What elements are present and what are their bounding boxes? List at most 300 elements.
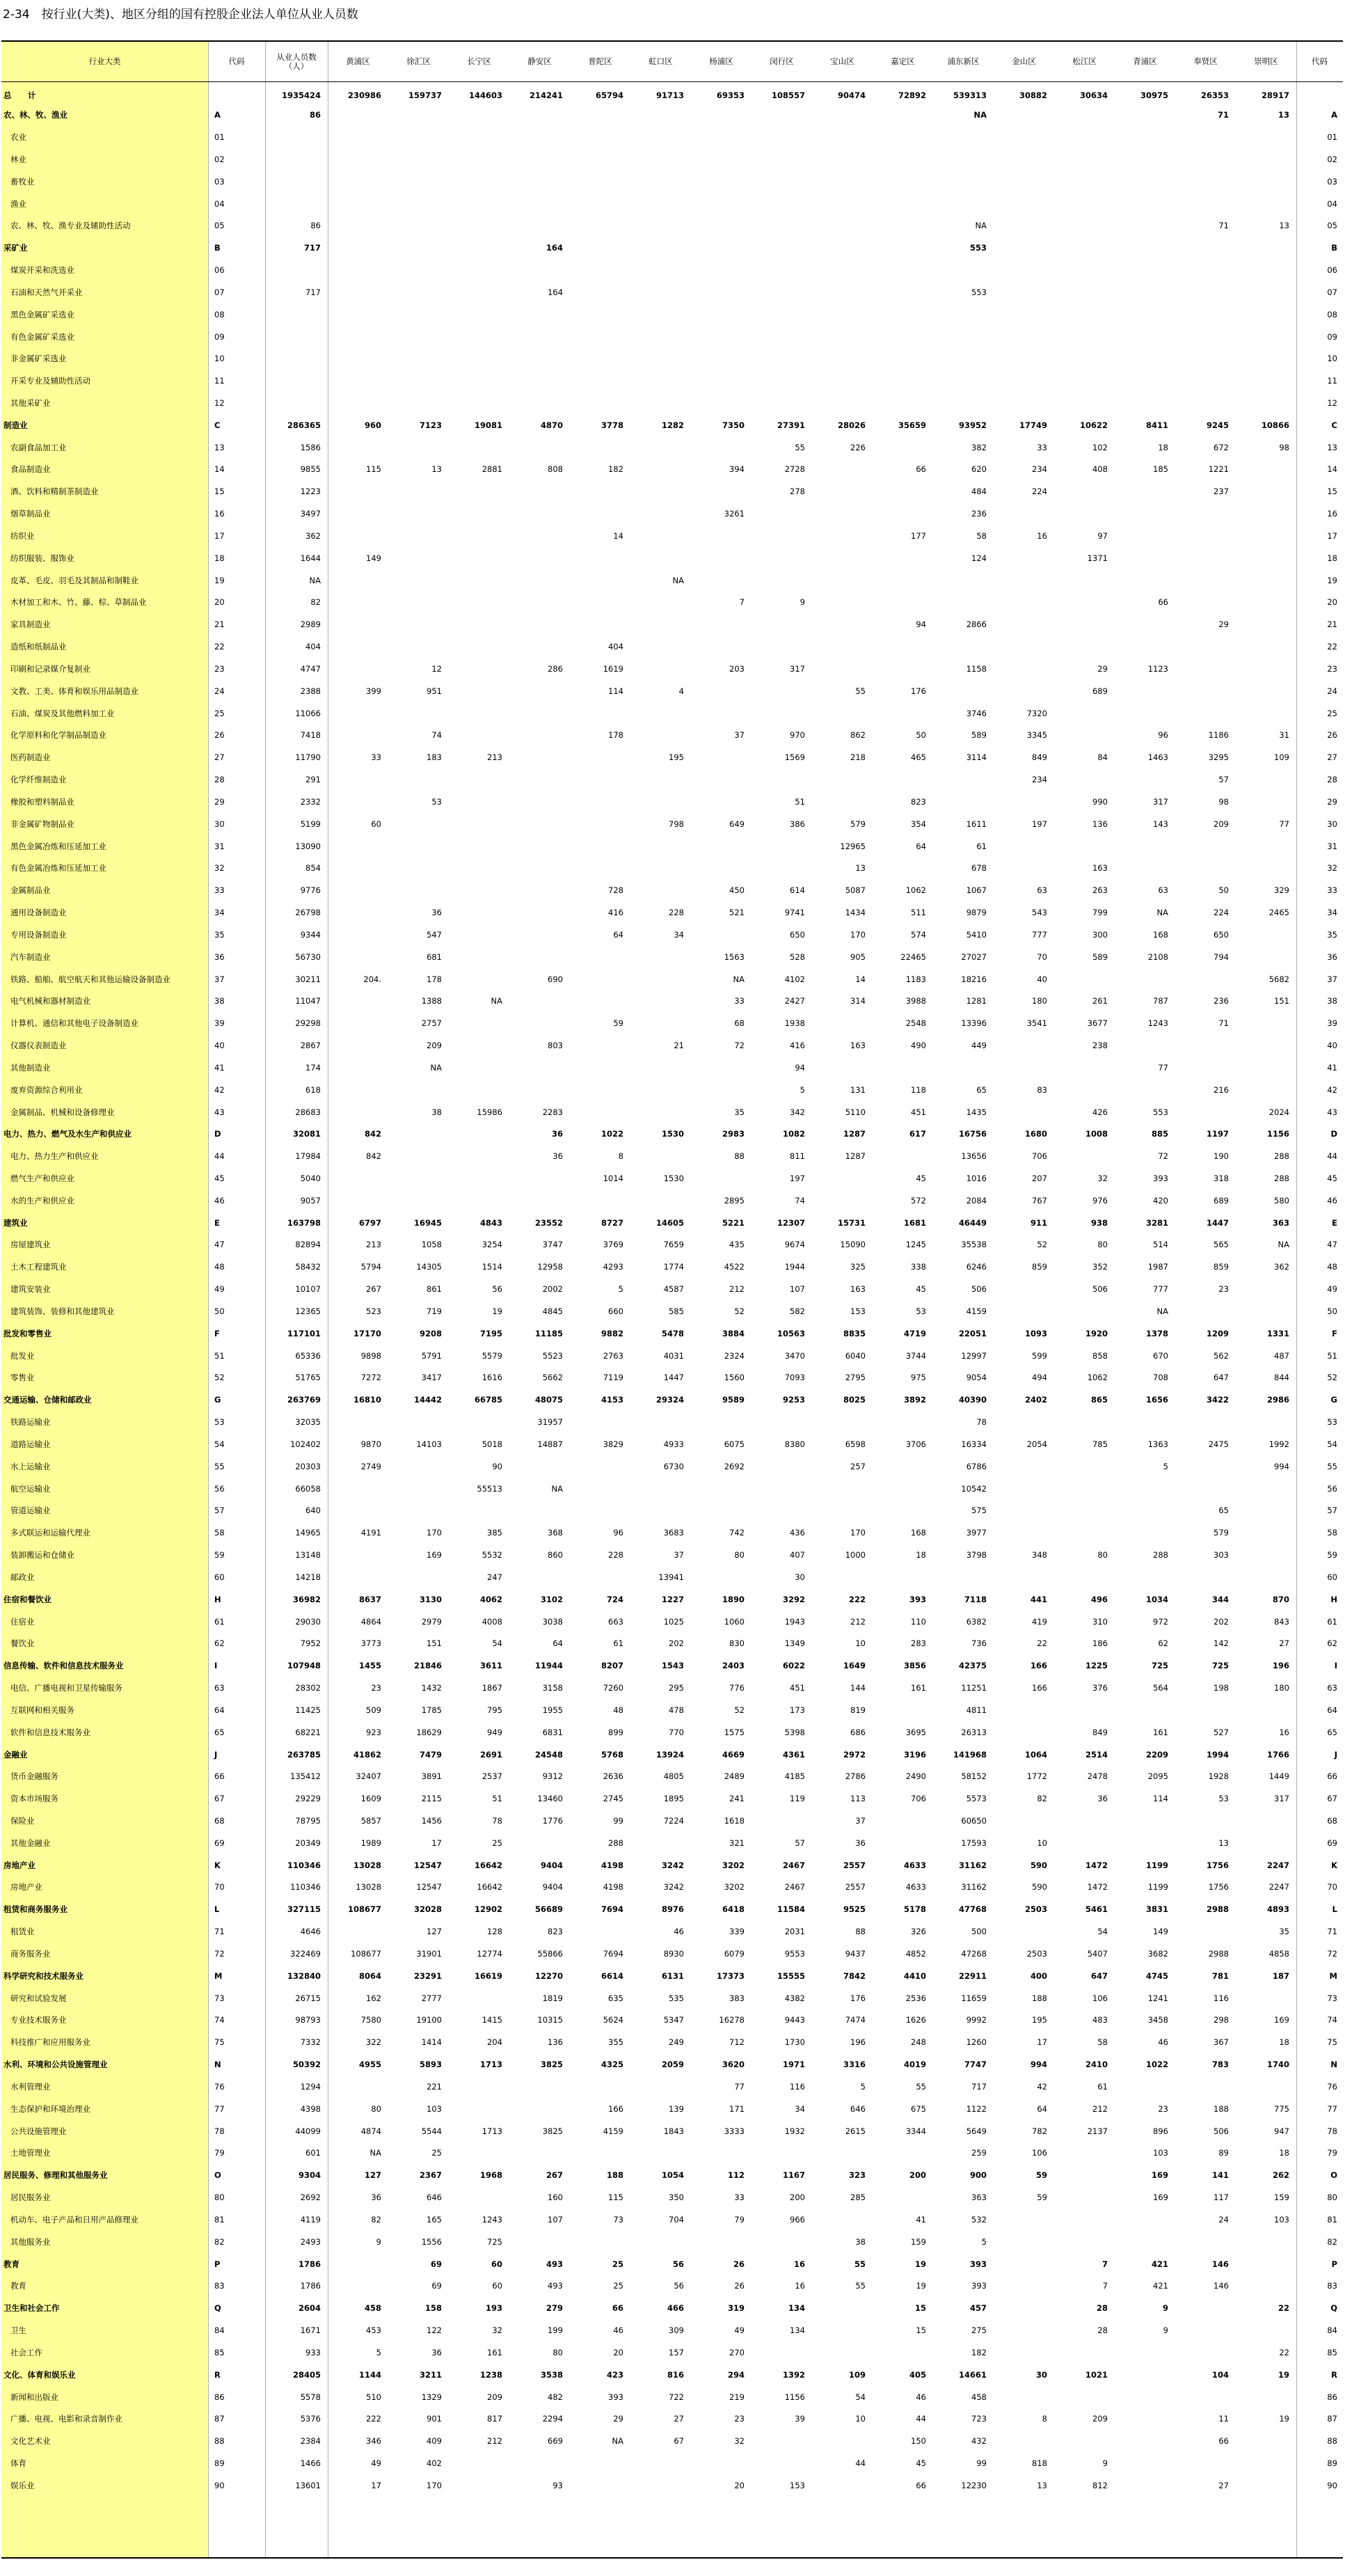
district-value bbox=[570, 281, 630, 303]
industry-name: 农、林、牧、渔业 bbox=[3, 110, 67, 120]
industry-code-right: 29 bbox=[1327, 796, 1337, 807]
district-value: 236 bbox=[1213, 996, 1229, 1006]
district-value bbox=[994, 592, 1054, 614]
district-value: 32 bbox=[1097, 1173, 1108, 1183]
district-value bbox=[509, 2142, 570, 2165]
district-value bbox=[570, 613, 630, 635]
district-value bbox=[570, 791, 630, 813]
district-value bbox=[1054, 569, 1115, 592]
district-value: 230986 bbox=[347, 90, 381, 100]
district-value bbox=[1175, 635, 1236, 658]
district-value: 263 bbox=[1092, 885, 1108, 896]
district-value: 16756 bbox=[958, 1129, 987, 1139]
district-value: 46 bbox=[674, 1927, 684, 1937]
district-value: 80 bbox=[1097, 1240, 1108, 1250]
total-value: 2867 bbox=[300, 1041, 321, 1051]
district-value bbox=[1054, 370, 1115, 392]
district-value bbox=[449, 104, 509, 126]
district-value: 27 bbox=[1279, 1638, 1289, 1649]
district-value: 33 bbox=[371, 752, 381, 763]
district-value bbox=[873, 1699, 933, 1721]
district-value: 1819 bbox=[542, 1993, 563, 2003]
industry-code: 63 bbox=[214, 1683, 225, 1693]
district-value bbox=[328, 946, 388, 968]
district-value bbox=[873, 347, 933, 370]
district-value bbox=[1175, 237, 1236, 259]
industry-code-right: 86 bbox=[1327, 2392, 1337, 2402]
total-value: 327115 bbox=[287, 1904, 321, 1915]
district-value bbox=[328, 1544, 388, 1566]
district-value: 193 bbox=[485, 2303, 502, 2314]
district-value: 257 bbox=[850, 1461, 866, 1471]
district-value: 3202 bbox=[722, 1860, 745, 1870]
district-value: 9741 bbox=[784, 908, 805, 918]
table-row bbox=[1, 813, 1343, 835]
total-value: 5199 bbox=[300, 819, 321, 829]
district-value: 8930 bbox=[663, 1948, 684, 1959]
district-value bbox=[1236, 1300, 1296, 1322]
district-value bbox=[449, 480, 509, 503]
district-value bbox=[994, 1411, 1054, 1433]
district-value: 183 bbox=[427, 752, 442, 763]
district-value: 2986 bbox=[1266, 1395, 1289, 1405]
district-value bbox=[1175, 1810, 1236, 1832]
district-value bbox=[1115, 2341, 1175, 2364]
district-value: 1349 bbox=[784, 1638, 805, 1649]
district-value bbox=[1175, 547, 1236, 569]
district-value bbox=[1236, 326, 1296, 348]
district-value bbox=[509, 547, 570, 569]
district-value: 7580 bbox=[360, 2015, 381, 2025]
district-value bbox=[328, 171, 388, 193]
industry-code: 76 bbox=[214, 2081, 225, 2092]
district-value bbox=[873, 702, 933, 725]
table-row bbox=[1, 214, 1343, 237]
district-value bbox=[812, 1057, 873, 1079]
district-value: 1392 bbox=[782, 2369, 805, 2380]
district-value bbox=[994, 2275, 1054, 2297]
district-value bbox=[449, 835, 509, 858]
industry-name: 保险业 bbox=[10, 1816, 35, 1826]
industry-code: 31 bbox=[214, 841, 225, 851]
total-value: 51765 bbox=[295, 1373, 321, 1383]
district-value: 6246 bbox=[966, 1262, 987, 1272]
district-value: 1054 bbox=[661, 2170, 684, 2181]
district-value bbox=[328, 592, 388, 614]
industry-code: 87 bbox=[214, 2414, 225, 2424]
district-value bbox=[1236, 702, 1296, 725]
industry-name: 软件和信息技术服务业 bbox=[10, 1727, 90, 1737]
district-value: 66 bbox=[1218, 2436, 1229, 2447]
district-value bbox=[1175, 658, 1236, 680]
district-value: 803 bbox=[548, 1041, 563, 1051]
industry-name: 仪器仪表制造业 bbox=[10, 1041, 67, 1051]
industry-name: 食品制造业 bbox=[10, 464, 51, 475]
district-value: 55866 bbox=[537, 1948, 563, 1959]
district-value: 209 bbox=[1092, 2414, 1108, 2424]
district-value bbox=[691, 326, 751, 348]
industry-code-right: 28 bbox=[1327, 775, 1337, 785]
district-value bbox=[1115, 1699, 1175, 1721]
district-value: 5461 bbox=[1085, 1904, 1108, 1915]
district-value: 170 bbox=[850, 929, 866, 940]
total-value bbox=[265, 126, 328, 148]
district-value bbox=[570, 1478, 630, 1500]
district-value bbox=[388, 768, 449, 791]
district-value: 776 bbox=[729, 1683, 745, 1693]
district-value bbox=[630, 503, 691, 525]
industry-code-right: I bbox=[1334, 1661, 1337, 1671]
industry-name: 燃气生产和供应业 bbox=[10, 1173, 74, 1183]
district-value: 106 bbox=[1092, 1993, 1108, 2003]
table-row bbox=[1, 1256, 1343, 1278]
district-value bbox=[751, 104, 812, 126]
district-value: 9 bbox=[1102, 2458, 1108, 2469]
industry-code-right: 60 bbox=[1327, 1572, 1337, 1582]
district-value bbox=[1115, 370, 1175, 392]
table-row bbox=[1, 392, 1343, 414]
district-value bbox=[1175, 2319, 1236, 2341]
district-value: 238 bbox=[1092, 1041, 1108, 1051]
industry-code: 36 bbox=[214, 951, 225, 962]
district-value: 35 bbox=[1279, 1927, 1289, 1937]
total-value: 66058 bbox=[295, 1483, 321, 1494]
district-value: NA bbox=[1278, 1240, 1289, 1250]
district-value: 620 bbox=[971, 464, 987, 475]
industry-code-right bbox=[1296, 82, 1343, 104]
district-value: 15731 bbox=[837, 1217, 866, 1228]
table-row bbox=[1, 237, 1343, 259]
district-value bbox=[509, 193, 570, 215]
total-value: 174 bbox=[305, 1062, 321, 1073]
district-value: 53 bbox=[916, 1306, 926, 1316]
district-value: 310 bbox=[1092, 1616, 1108, 1627]
industry-code-right: 36 bbox=[1327, 951, 1337, 962]
district-value: 3769 bbox=[603, 1240, 623, 1250]
industry-name: 电气机械和器材制造业 bbox=[10, 996, 90, 1006]
district-value: 2095 bbox=[1147, 1771, 1168, 1782]
district-value bbox=[570, 746, 630, 768]
district-value: 1197 bbox=[1206, 1129, 1229, 1139]
district-value: 63 bbox=[1158, 885, 1168, 896]
district-value: 14 bbox=[855, 974, 866, 984]
district-value: 3281 bbox=[1145, 1217, 1168, 1228]
district-value: 3988 bbox=[905, 996, 926, 1006]
district-value: 9 bbox=[799, 597, 805, 608]
industry-code: 50 bbox=[214, 1306, 225, 1316]
district-value: NA bbox=[1156, 1306, 1168, 1316]
table-row bbox=[1, 259, 1343, 281]
district-value: 14887 bbox=[537, 1439, 563, 1449]
district-value: 69 bbox=[430, 2259, 442, 2269]
district-value bbox=[933, 193, 994, 215]
industry-code: 08 bbox=[214, 309, 225, 319]
district-value: 4669 bbox=[722, 1749, 745, 1760]
header-district: 闵行区 bbox=[751, 42, 812, 82]
total-value: 20303 bbox=[295, 1461, 321, 1471]
district-value bbox=[1054, 171, 1115, 193]
district-value: 4870 bbox=[540, 420, 563, 430]
district-value bbox=[812, 768, 873, 791]
district-value bbox=[691, 370, 751, 392]
total-value: 3497 bbox=[300, 509, 321, 519]
district-value bbox=[933, 635, 994, 658]
district-value bbox=[449, 1500, 509, 1522]
district-value: 449 bbox=[971, 1041, 987, 1051]
district-value bbox=[328, 1478, 388, 1500]
industry-code-right: 76 bbox=[1327, 2081, 1337, 2092]
district-value: 196 bbox=[850, 2037, 866, 2048]
district-value: 13396 bbox=[961, 1018, 987, 1029]
district-value: 26353 bbox=[1200, 90, 1229, 100]
district-value: 1756 bbox=[1208, 1882, 1229, 1893]
district-value: 61 bbox=[976, 841, 987, 851]
district-value bbox=[509, 104, 570, 126]
district-value bbox=[691, 259, 751, 281]
industry-code: 42 bbox=[214, 1084, 225, 1095]
district-value bbox=[570, 326, 630, 348]
district-value: 9404 bbox=[540, 1860, 563, 1870]
district-value: 295 bbox=[669, 1683, 684, 1693]
district-value bbox=[751, 2430, 812, 2452]
district-value: 4102 bbox=[784, 974, 805, 984]
industry-name: 新闻和出版业 bbox=[10, 2392, 58, 2402]
district-value: 24548 bbox=[534, 1749, 563, 1760]
total-value: 1935424 bbox=[281, 90, 321, 100]
industry-code-right: 62 bbox=[1327, 1638, 1337, 1649]
district-value: 13 bbox=[1278, 110, 1289, 120]
district-value: 12 bbox=[431, 663, 442, 674]
district-value bbox=[1236, 193, 1296, 215]
district-value bbox=[751, 347, 812, 370]
district-value bbox=[1236, 503, 1296, 525]
district-value bbox=[873, 1145, 933, 1167]
district-value bbox=[1054, 281, 1115, 303]
district-value: 30975 bbox=[1140, 90, 1168, 100]
total-value: 28302 bbox=[295, 1683, 321, 1693]
district-value: 15986 bbox=[477, 1107, 502, 1117]
district-value bbox=[691, 392, 751, 414]
district-value bbox=[509, 2076, 570, 2098]
industry-code-right: 69 bbox=[1327, 1838, 1337, 1848]
district-value: 71 bbox=[1218, 221, 1229, 231]
district-value bbox=[1054, 2164, 1115, 2186]
district-value bbox=[570, 104, 630, 126]
district-value: 22465 bbox=[900, 951, 926, 962]
total-value: 11047 bbox=[295, 996, 321, 1006]
district-value: 96 bbox=[613, 1528, 623, 1538]
district-value: 15 bbox=[916, 2325, 926, 2336]
district-value: 9437 bbox=[845, 1948, 866, 1959]
district-value: 4325 bbox=[600, 2060, 623, 2070]
industry-code: 79 bbox=[214, 2148, 225, 2158]
district-value bbox=[570, 592, 630, 614]
district-value bbox=[994, 2208, 1054, 2231]
district-value: 348 bbox=[1032, 1550, 1047, 1560]
district-value: 1067 bbox=[966, 885, 987, 896]
district-value bbox=[630, 1411, 691, 1433]
table-row bbox=[1, 2297, 1343, 2319]
district-value: 18216 bbox=[961, 974, 987, 984]
district-value bbox=[1236, 1500, 1296, 1522]
district-value bbox=[630, 480, 691, 503]
district-value: 182 bbox=[608, 464, 623, 475]
district-value: 209 bbox=[1213, 819, 1229, 829]
district-value: 6040 bbox=[845, 1350, 866, 1361]
district-value: 1014 bbox=[603, 1173, 623, 1183]
district-value: 17749 bbox=[1019, 420, 1047, 430]
district-value: 1514 bbox=[482, 1262, 502, 1272]
district-value: 562 bbox=[1213, 1350, 1229, 1361]
district-value: 319 bbox=[727, 2303, 745, 2314]
district-value: 407 bbox=[790, 1550, 805, 1560]
district-value: 842 bbox=[364, 1129, 381, 1139]
district-value bbox=[630, 2452, 691, 2474]
district-value bbox=[1054, 1478, 1115, 1500]
district-value bbox=[449, 1167, 509, 1190]
district-value: 66 bbox=[916, 464, 926, 475]
district-value: 36 bbox=[431, 2347, 442, 2357]
district-value: 15090 bbox=[840, 1240, 866, 1250]
industry-code-right: 18 bbox=[1327, 553, 1337, 563]
district-value: 393 bbox=[971, 2281, 987, 2291]
industry-name: 非金属矿物制品业 bbox=[10, 819, 74, 829]
district-value: 2467 bbox=[782, 1860, 805, 1870]
district-value bbox=[994, 1300, 1054, 1322]
district-value bbox=[570, 503, 630, 525]
district-value: 830 bbox=[729, 1638, 745, 1649]
industry-code-right: 51 bbox=[1327, 1350, 1337, 1361]
industry-code: 06 bbox=[214, 265, 225, 276]
district-value: 9443 bbox=[784, 2015, 805, 2025]
industry-code: 60 bbox=[214, 1572, 225, 1582]
district-value bbox=[630, 2474, 691, 2497]
district-value: 188 bbox=[1032, 1993, 1047, 2003]
district-value bbox=[509, 259, 570, 281]
industry-code: 18 bbox=[214, 553, 225, 563]
district-value bbox=[1236, 547, 1296, 569]
industry-name: 零售业 bbox=[10, 1373, 35, 1383]
district-value: 169 bbox=[1153, 2192, 1168, 2203]
district-value: 278 bbox=[790, 487, 805, 497]
district-value: 376 bbox=[1092, 1683, 1108, 1693]
district-value bbox=[812, 303, 873, 326]
district-value bbox=[388, 835, 449, 858]
district-value: 547 bbox=[427, 929, 442, 940]
district-value: 5791 bbox=[421, 1350, 442, 1361]
district-value bbox=[388, 214, 449, 237]
industry-name: 金属制品业 bbox=[10, 885, 51, 896]
industry-name: 计算机、通信和其他电子设备制造业 bbox=[10, 1018, 138, 1029]
district-value bbox=[691, 569, 751, 592]
district-value: 678 bbox=[971, 863, 987, 874]
district-value bbox=[570, 547, 630, 569]
district-value bbox=[1175, 126, 1236, 148]
district-value: 34 bbox=[795, 2103, 805, 2114]
industry-name: 橡胶和塑料制品业 bbox=[10, 796, 74, 807]
district-value: 71 bbox=[1218, 1018, 1229, 1029]
total-value: 28683 bbox=[295, 1107, 321, 1117]
district-value: 1455 bbox=[358, 1661, 381, 1671]
district-value: 31901 bbox=[416, 1948, 442, 1959]
district-value bbox=[1115, 2386, 1175, 2408]
district-value: 400 bbox=[1030, 1970, 1047, 1981]
district-value: 1025 bbox=[663, 1616, 684, 1627]
district-value bbox=[449, 702, 509, 725]
district-value bbox=[449, 436, 509, 459]
district-value: 151 bbox=[427, 1638, 442, 1649]
district-value bbox=[994, 1101, 1054, 1123]
district-value: 506 bbox=[1213, 2126, 1229, 2136]
district-value bbox=[1054, 768, 1115, 791]
industry-code-right: 85 bbox=[1327, 2347, 1337, 2357]
industry-code-right: 13 bbox=[1327, 442, 1337, 452]
district-value bbox=[1054, 1079, 1115, 1101]
district-value: 1626 bbox=[905, 2015, 926, 2025]
district-value bbox=[1115, 126, 1175, 148]
district-value bbox=[994, 2253, 1054, 2275]
table-row bbox=[1, 2231, 1343, 2253]
district-value bbox=[691, 148, 751, 171]
district-value: 170 bbox=[427, 2480, 442, 2490]
district-value: 382 bbox=[971, 442, 987, 452]
district-value: 28 bbox=[1097, 2325, 1108, 2336]
district-value bbox=[328, 635, 388, 658]
district-value: 704 bbox=[669, 2214, 684, 2225]
table-row bbox=[1, 1167, 1343, 1190]
district-value: 4185 bbox=[784, 1771, 805, 1782]
district-value: 10 bbox=[1037, 1838, 1047, 1848]
district-value bbox=[1115, 2430, 1175, 2452]
industry-code-right: E bbox=[1332, 1217, 1337, 1228]
district-value bbox=[388, 813, 449, 835]
district-value: 9879 bbox=[966, 908, 987, 918]
district-value bbox=[1175, 503, 1236, 525]
district-value bbox=[449, 237, 509, 259]
district-value: 3682 bbox=[1147, 1948, 1168, 1959]
total-value: 17984 bbox=[295, 1151, 321, 1162]
district-value bbox=[994, 680, 1054, 702]
district-value: 80 bbox=[1097, 1550, 1108, 1560]
district-value bbox=[509, 901, 570, 924]
industry-code-right: 48 bbox=[1327, 1262, 1337, 1272]
table-row bbox=[1, 1787, 1343, 1810]
district-value: 2054 bbox=[1026, 1439, 1047, 1449]
district-value bbox=[691, 613, 751, 635]
district-value bbox=[388, 126, 449, 148]
total-value: 7418 bbox=[300, 730, 321, 741]
district-value: 72892 bbox=[898, 90, 926, 100]
district-value bbox=[1054, 1411, 1115, 1433]
district-value: 2514 bbox=[1085, 1749, 1108, 1760]
industry-code: 25 bbox=[214, 708, 225, 718]
district-value: 689 bbox=[1092, 686, 1108, 696]
district-value: 27027 bbox=[961, 951, 987, 962]
district-value: 617 bbox=[909, 1129, 926, 1139]
district-value: 1245 bbox=[905, 1240, 926, 1250]
industry-code: 77 bbox=[214, 2103, 225, 2114]
industry-code: P bbox=[214, 2259, 221, 2269]
district-value: 115 bbox=[366, 464, 381, 475]
total-value: 20349 bbox=[295, 1838, 321, 1848]
district-value: 166 bbox=[1032, 1683, 1047, 1693]
district-value: 1199 bbox=[1145, 1860, 1168, 1870]
industry-code-right: 04 bbox=[1327, 198, 1337, 209]
industry-name: 教育 bbox=[3, 2259, 19, 2269]
district-value: 436 bbox=[790, 1528, 805, 1538]
district-value: 9312 bbox=[542, 1771, 563, 1782]
industry-code-right: G bbox=[1330, 1395, 1337, 1405]
